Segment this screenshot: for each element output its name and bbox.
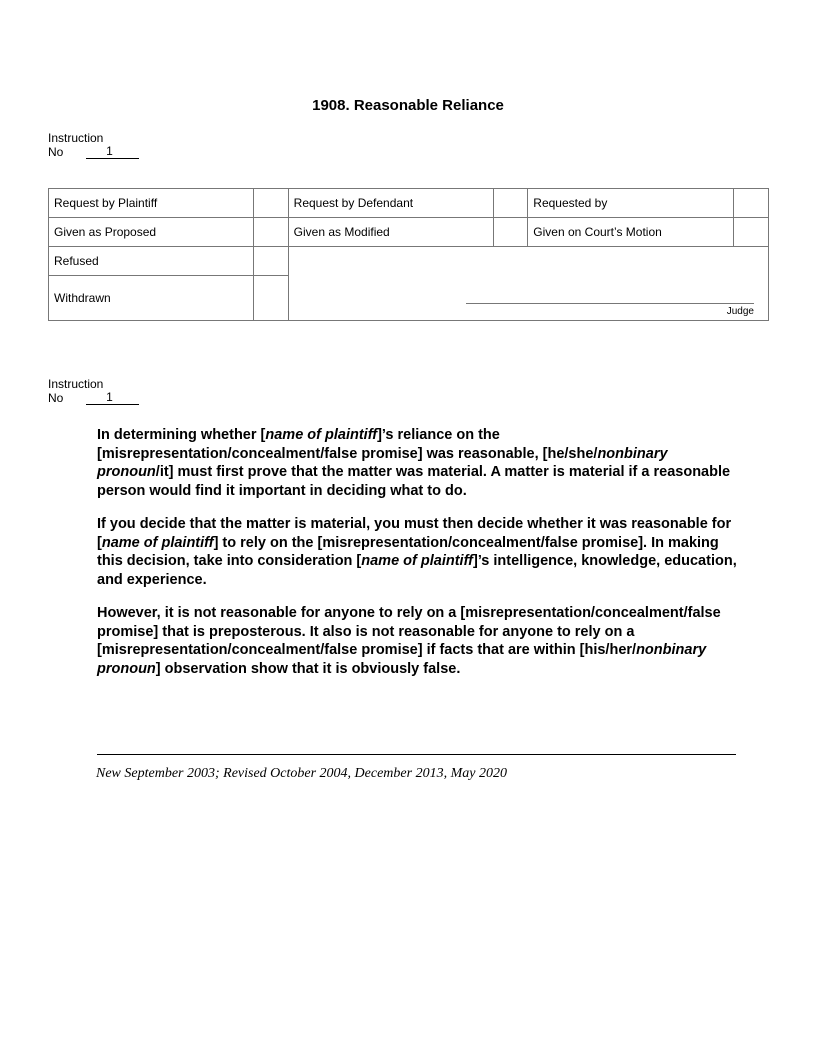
text-run: However, it is not reasonable for anyone to rely on a [misrepresentation/concealment/false promise] that is preposterous. It also is not reasonable for anyone to rely on a [misrepresentation/concealment/false promise] if facts that are within [his/her/ bbox=[97, 605, 721, 658]
given-on-courts-motion-label: Given on Court’s Motion bbox=[528, 218, 734, 247]
judge-label: Judge bbox=[726, 306, 754, 317]
given-as-proposed-checkbox[interactable] bbox=[254, 218, 289, 247]
refused-label: Refused bbox=[49, 247, 254, 276]
italic-placeholder: name of plaintiff bbox=[265, 427, 378, 443]
instruction-no-label: No bbox=[48, 391, 64, 405]
instruction-label: Instruction bbox=[48, 131, 104, 145]
judge-signature-line bbox=[466, 303, 754, 304]
judge-signature-area[interactable] bbox=[288, 247, 768, 321]
instruction-no-value[interactable]: 1 bbox=[86, 391, 139, 405]
withdrawn-checkbox[interactable] bbox=[254, 276, 289, 321]
page-title: 1908. Reasonable Reliance bbox=[312, 97, 504, 114]
given-as-modified-label: Given as Modified bbox=[288, 218, 493, 247]
footer-divider bbox=[97, 754, 736, 755]
withdrawn-label: Withdrawn bbox=[49, 276, 254, 321]
instruction-label: Instruction bbox=[48, 377, 104, 391]
text-run: /it] must first prove that the matter was material. A matter is material if a reasonable person would find it important in deciding what to do. bbox=[97, 464, 731, 499]
text-run: ] to rely on the [misrepresentation/concealment/false promise]. In making this decision, take into consideration [ bbox=[97, 534, 719, 569]
italic-placeholder: nonbinary pronoun bbox=[97, 642, 707, 677]
given-as-modified-checkbox[interactable] bbox=[493, 218, 528, 247]
text-run: ]’s reliance on the [misrepresentation/concealment/false promise] was reasonable, [he/she/ bbox=[97, 427, 598, 462]
requested-by-checkbox[interactable] bbox=[734, 189, 769, 218]
revision-history: New September 2003; Revised October 2004, December 2013, May 2020 bbox=[96, 766, 507, 781]
request-table bbox=[48, 188, 769, 321]
body-paragraph-3 bbox=[97, 604, 737, 678]
text-run: In determining whether [ bbox=[97, 427, 266, 443]
request-by-plaintiff-label: Request by Plaintiff bbox=[49, 189, 254, 218]
request-by-defendant-label: Request by Defendant bbox=[288, 189, 493, 218]
refused-checkbox[interactable] bbox=[254, 247, 289, 276]
given-as-proposed-label: Given as Proposed bbox=[49, 218, 254, 247]
body-paragraph-1 bbox=[97, 426, 737, 500]
instruction-number-bottom bbox=[48, 377, 139, 405]
text-run: ] observation show that it is obviously false. bbox=[155, 660, 461, 677]
request-by-defendant-checkbox[interactable] bbox=[493, 189, 528, 218]
italic-placeholder: nonbinary pronoun bbox=[97, 445, 668, 480]
instruction-number-top bbox=[48, 131, 139, 159]
given-on-courts-motion-checkbox[interactable] bbox=[734, 218, 769, 247]
text-run: ]’s intelligence, knowledge, education, and experience. bbox=[97, 553, 737, 588]
italic-placeholder: name of plaintiff bbox=[361, 553, 473, 569]
italic-placeholder: name of plaintiff bbox=[101, 534, 214, 551]
request-by-plaintiff-checkbox[interactable] bbox=[254, 189, 289, 218]
instruction-no-label: No bbox=[48, 145, 64, 159]
instruction-body bbox=[97, 426, 737, 693]
requested-by-label: Requested by bbox=[528, 189, 734, 218]
instruction-no-value[interactable]: 1 bbox=[86, 145, 139, 159]
body-paragraph-2 bbox=[97, 515, 737, 589]
text-run: If you decide that the matter is material, you must then decide whether it was reasonable for [ bbox=[97, 516, 732, 551]
